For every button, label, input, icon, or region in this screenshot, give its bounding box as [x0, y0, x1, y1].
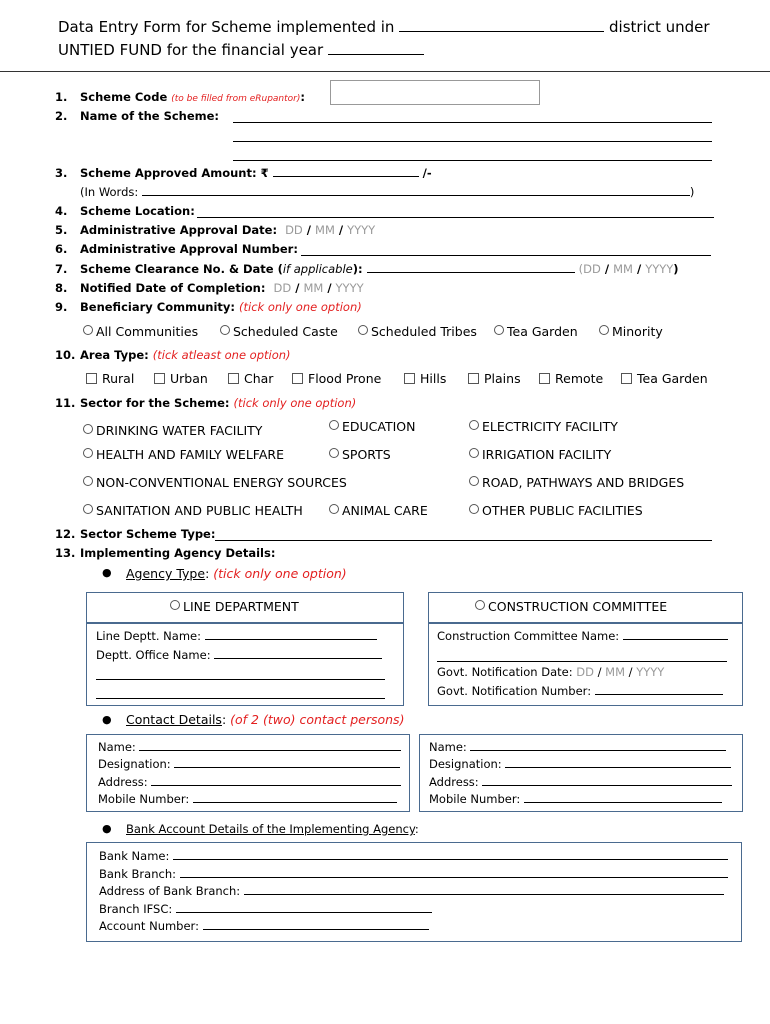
contact-mobile-field[interactable]: Mobile Number:	[98, 792, 397, 806]
checkbox-icon[interactable]	[154, 373, 165, 384]
community-option[interactable]: Scheduled Tribes	[358, 324, 477, 339]
bank-branch-address-field[interactable]: Address of Bank Branch:	[99, 884, 724, 898]
line-dept-option[interactable]: LINE DEPARTMENT	[170, 599, 299, 614]
sector-option[interactable]: EDUCATION	[329, 419, 416, 434]
clearance-blank[interactable]	[367, 262, 575, 273]
checkbox-icon[interactable]	[86, 373, 97, 384]
notification-date-field[interactable]: Govt. Notification Date: DD / MM / YYYY	[437, 665, 665, 679]
sector-label: Sector for the Scheme: (tick only one option)	[80, 396, 357, 410]
community-option[interactable]: Minority	[599, 324, 663, 339]
dept-office-name-field[interactable]: Deptt. Office Name:	[96, 648, 382, 662]
radio-icon[interactable]	[83, 448, 93, 458]
approval-date-label: Administrative Approval Date: DD / MM / YYYY	[80, 223, 376, 237]
radio-icon[interactable]	[83, 476, 93, 486]
contact-designation-field[interactable]: Designation:	[98, 757, 400, 771]
radio-icon[interactable]	[469, 504, 479, 514]
committee-name-line[interactable]	[437, 661, 727, 662]
item-number: 13.	[55, 546, 76, 560]
amount-in-words: (In Words: )	[80, 185, 695, 199]
item-number: 10.	[55, 348, 76, 362]
community-option[interactable]: All Communities	[83, 324, 198, 339]
item-number: 2.	[55, 109, 68, 123]
area-option[interactable]: Flood Prone	[292, 371, 381, 386]
sector-option[interactable]: NON-CONVENTIONAL ENERGY SOURCES	[83, 475, 347, 490]
approval-number-line[interactable]	[301, 255, 711, 256]
radio-icon[interactable]	[83, 504, 93, 514]
area-option[interactable]: Rural	[86, 371, 134, 386]
amount-blank[interactable]	[273, 166, 419, 177]
bank-details-box	[86, 842, 742, 942]
line-dept-extra-line[interactable]	[96, 679, 385, 680]
contact-designation-field[interactable]: Designation:	[429, 757, 731, 771]
contact-person-1-box	[86, 734, 410, 812]
item-number: 11.	[55, 396, 76, 410]
approval-number-label: Administrative Approval Number:	[80, 242, 298, 256]
construction-option[interactable]: CONSTRUCTION COMMITTEE	[475, 599, 667, 614]
radio-icon[interactable]	[599, 325, 609, 335]
checkbox-icon[interactable]	[228, 373, 239, 384]
radio-icon[interactable]	[358, 325, 368, 335]
sector-scheme-type-label: Sector Scheme Type:	[80, 527, 216, 541]
radio-icon[interactable]	[329, 420, 339, 430]
item-number: 1.	[55, 90, 68, 104]
contact-address-field[interactable]: Address:	[429, 775, 732, 789]
sector-option[interactable]: OTHER PUBLIC FACILITIES	[469, 503, 643, 518]
checkbox-icon[interactable]	[539, 373, 550, 384]
checkbox-icon[interactable]	[404, 373, 415, 384]
sector-option[interactable]: SANITATION AND PUBLIC HEALTH	[83, 503, 303, 518]
sector-option[interactable]: IRRIGATION FACILITY	[469, 447, 611, 462]
contact-person-2-box	[419, 734, 743, 812]
header-divider	[0, 71, 770, 72]
contact-name-field[interactable]: Name:	[98, 740, 401, 754]
form-title-line1	[58, 18, 710, 36]
sector-scheme-type-line[interactable]	[215, 540, 712, 541]
radio-icon[interactable]	[329, 448, 339, 458]
radio-icon[interactable]	[329, 504, 339, 514]
line-dept-name-field[interactable]: Line Deptt. Name:	[96, 629, 377, 643]
radio-icon[interactable]	[220, 325, 230, 335]
item-number: 3.	[55, 166, 68, 180]
sector-option[interactable]: ROAD, PATHWAYS AND BRIDGES	[469, 475, 684, 490]
scheme-code-input[interactable]	[330, 80, 540, 105]
area-type-label: Area Type: (tick atleast one option)	[80, 348, 291, 362]
radio-icon[interactable]	[475, 600, 485, 610]
contact-name-field[interactable]: Name:	[429, 740, 726, 754]
branch-ifsc-field[interactable]: Branch IFSC:	[99, 902, 432, 916]
radio-icon[interactable]	[469, 476, 479, 486]
checkbox-icon[interactable]	[468, 373, 479, 384]
form-title-line2	[58, 41, 424, 59]
contact-mobile-field[interactable]: Mobile Number:	[429, 792, 722, 806]
radio-icon[interactable]	[83, 424, 93, 434]
item-number: 5.	[55, 223, 68, 237]
radio-icon[interactable]	[469, 448, 479, 458]
sector-option[interactable]: HEALTH AND FAMILY WELFARE	[83, 447, 284, 462]
scheme-name-line[interactable]	[233, 141, 712, 142]
area-option[interactable]: Tea Garden	[621, 371, 708, 386]
approved-amount-label: Scheme Approved Amount: ₹ /-	[80, 166, 432, 180]
sector-option[interactable]: ANIMAL CARE	[329, 503, 428, 518]
amount-words-blank[interactable]	[142, 185, 690, 196]
area-option[interactable]: Char	[228, 371, 273, 386]
title-suffix: district under	[609, 18, 710, 36]
contact-details-heading: Contact Details: (of 2 (two) contact persons)	[126, 712, 405, 727]
area-option[interactable]: Urban	[154, 371, 208, 386]
item-number: 12.	[55, 527, 76, 541]
scheme-location-label: Scheme Location:	[80, 204, 195, 218]
construction-header-box[interactable]	[428, 592, 743, 624]
area-option[interactable]: Remote	[539, 371, 603, 386]
contact-address-field[interactable]: Address:	[98, 775, 401, 789]
item-number: 8.	[55, 281, 68, 295]
checkbox-icon[interactable]	[292, 373, 303, 384]
bank-name-field[interactable]: Bank Name:	[99, 849, 728, 863]
sector-option[interactable]: SPORTS	[329, 447, 391, 462]
bullet-icon: ●	[102, 822, 112, 835]
completion-date-label: Notified Date of Completion: DD / MM / YYYY	[80, 281, 364, 295]
item-number: 4.	[55, 204, 68, 218]
scheme-name-line[interactable]	[233, 160, 712, 161]
scheme-name-label: Name of the Scheme:	[80, 109, 220, 123]
bank-branch-field[interactable]: Bank Branch:	[99, 867, 728, 881]
item-number: 6.	[55, 242, 68, 256]
checkbox-icon[interactable]	[621, 373, 632, 384]
construction-fields-box	[428, 622, 743, 706]
agency-details-label: Implementing Agency Details:	[80, 546, 276, 560]
community-label: Beneficiary Community: (tick only one option)	[80, 300, 362, 314]
bank-details-heading: Bank Account Details of the Implementing Agency:	[126, 822, 419, 836]
title-line2: UNTIED FUND for the financial year	[58, 41, 324, 59]
scheme-name-line[interactable]	[233, 122, 712, 123]
title-prefix: Data Entry Form for Scheme implemented in	[58, 18, 395, 36]
item-number: 7.	[55, 262, 68, 276]
committee-name-field[interactable]: Construction Committee Name:	[437, 629, 728, 643]
bullet-icon: ●	[102, 566, 112, 579]
item-number: 9.	[55, 300, 68, 314]
radio-icon[interactable]	[83, 325, 93, 335]
radio-icon[interactable]	[469, 420, 479, 430]
financial-year-blank[interactable]	[328, 44, 424, 55]
clearance-label: Scheme Clearance No. & Date (if applicable): (DD / MM / YYYY)	[80, 262, 679, 276]
community-option[interactable]: Scheduled Caste	[220, 324, 338, 339]
sector-option[interactable]: ELECTRICITY FACILITY	[469, 419, 618, 434]
account-number-field[interactable]: Account Number:	[99, 919, 429, 933]
area-option[interactable]: Plains	[468, 371, 521, 386]
line-dept-fields-box	[86, 622, 404, 706]
bullet-icon: ●	[102, 713, 112, 726]
scheme-code-label: Scheme Code (to be filled from eRupantor):	[80, 90, 305, 104]
community-option[interactable]: Tea Garden	[494, 324, 578, 339]
line-dept-extra-line[interactable]	[96, 698, 385, 699]
area-option[interactable]: Hills	[404, 371, 446, 386]
district-blank[interactable]	[399, 21, 604, 32]
agency-type-heading: Agency Type: (tick only one option)	[126, 566, 347, 581]
scheme-location-line[interactable]	[197, 217, 714, 218]
notification-number-field[interactable]: Govt. Notification Number:	[437, 684, 723, 698]
radio-icon[interactable]	[494, 325, 504, 335]
radio-icon[interactable]	[170, 600, 180, 610]
sector-option[interactable]: DRINKING WATER FACILITY	[83, 423, 262, 438]
line-dept-header-box[interactable]	[86, 592, 404, 624]
